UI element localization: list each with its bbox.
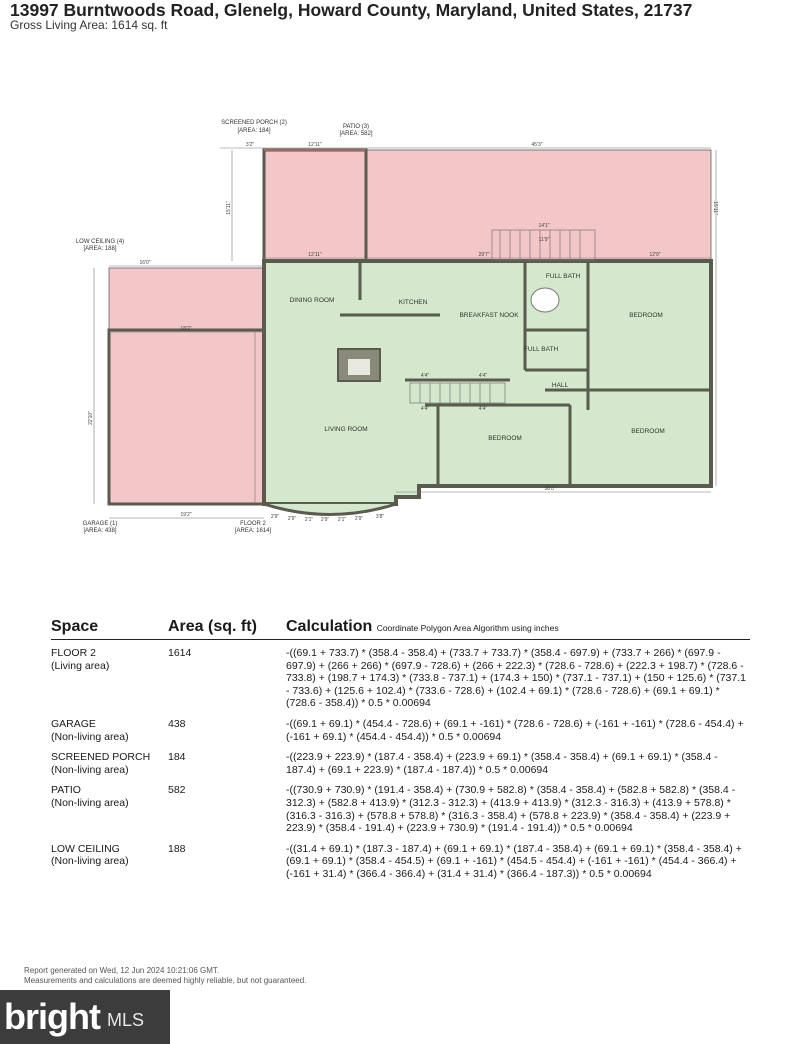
row-space <box>51 751 168 776</box>
dim-house-bottom: 38'0" <box>544 486 556 492</box>
low-ceiling-label: LOW CEILING (4) <box>75 239 125 245</box>
space-name: FLOOR 2 <box>51 647 96 659</box>
header-area: Area (sq. ft) <box>168 618 257 635</box>
bright-mls-logo <box>0 990 170 1044</box>
table-header <box>51 614 750 640</box>
dim-bay-4: 2'9" <box>320 517 330 523</box>
table-row <box>51 784 750 834</box>
logo-brand: bright <box>4 996 100 1037</box>
row-area: 1614 <box>168 647 192 659</box>
dim-porch-top: 3'2" <box>245 142 255 148</box>
header-calc-subtitle: Coordinate Polygon Area Algorithm using inches <box>376 623 559 633</box>
space-type: (Non-living area) <box>51 796 129 809</box>
floor2-area-label: [AREA: 1614] <box>234 528 272 534</box>
room-bedroom-1: BEDROOM <box>629 312 663 319</box>
room-bedroom-3: BEDROOM <box>631 428 665 435</box>
row-space <box>51 647 168 710</box>
space-name: SCREENED PORCH <box>51 751 151 764</box>
space-name: PATIO <box>51 784 81 797</box>
dim-bay-3: 2'1" <box>304 517 314 523</box>
dim-stair-w2: 4'4" <box>478 373 488 379</box>
floor-plan <box>0 100 800 560</box>
low-ceiling-area-label: [AREA: 188] <box>83 246 117 252</box>
row-calculation: -((69.1 + 733.7) * (358.4 - 358.4) + (733.7 + 733.7) * (358.4 - 697.9) + (733.7 + 266) * (697.9 - 697.9) + (266 + 266) * (697.9 - 728.6) + (266 + 222.3) * (728.6 - 728.6) + (222.3 + 198.7) * (728.6 - 733.8) + (198.7 + 174.3) * (733.8 - 737.1) + (174.3 + 150) * (737.1 - 737.1) + (150 + 125.6) * (737.1 - 733.6) + (125.6 + 102.4) * (733.6 - 728.6) + (102.4 + 69.1) * (728.6 - 728.6) + (69.1 + 69.1) * (728.6 - 358.4)) * 0.5 * 0.00694 <box>286 647 746 710</box>
space-type: (Non-living area) <box>51 763 129 776</box>
dim-stair-w1: 4'4" <box>420 373 430 379</box>
room-dining-room: DINING ROOM <box>289 297 335 304</box>
patio-label: PATIO (3) <box>342 124 370 130</box>
room-kitchen: KITCHEN <box>398 299 428 306</box>
row-area: 438 <box>168 717 186 730</box>
header-calc-title: Calculation <box>286 618 373 635</box>
row-calculation: -((69.1 + 69.1) * (454.4 - 728.6) + (69.1 + -161) * (728.6 - 728.6) + (-161 + -161) * (728.6 - 454.4) + (-161 + 69.1) * (454.4 - 454.4)) * 0.5 * 0.00694 <box>286 717 744 743</box>
dim-stair-top: 14'1" <box>538 223 550 229</box>
garage-area-label: [AREA: 438] <box>83 528 117 534</box>
screened-porch-area <box>264 150 366 261</box>
table-row <box>51 843 750 881</box>
low-ceiling-area <box>109 268 265 330</box>
room-full-bath-1: FULL BATH <box>545 273 581 280</box>
dim-bay-6: 2'9" <box>354 516 364 522</box>
space-type: (Non-living area) <box>51 730 129 743</box>
row-calculation: -((223.9 + 223.9) * (187.4 - 358.4) + (223.9 + 69.1) * (358.4 - 358.4) + (69.1 + 69.1) * (358.4 - 187.4) + (69.1 + 223.9) * (187.4 - 187.4)) * 0.5 * 0.00694 <box>286 751 718 776</box>
screened-porch-area-label: [AREA: 184] <box>237 128 271 134</box>
area-table <box>51 614 750 881</box>
table-row <box>51 751 750 776</box>
logo-suffix: MLS <box>106 1009 144 1030</box>
dim-patio-depth: 15'11" <box>712 201 718 215</box>
dim-garage-depth: 22'10" <box>88 411 94 425</box>
space-type: (Non-living area) <box>51 855 129 868</box>
patio-area-label: [AREA: 582] <box>339 131 373 137</box>
dim-porch-depth: 15'11" <box>226 201 232 215</box>
dim-garage-bottom: 19'2" <box>180 512 192 518</box>
dim-house-top-right: 12'9" <box>649 252 661 258</box>
dim-bay-5: 2'1" <box>337 517 347 523</box>
row-space <box>51 718 168 743</box>
page-title: 13997 Burntwoods Road, Glenelg, Howard County, Maryland, United States, 21737 <box>10 0 693 20</box>
space-name: GARAGE <box>51 717 96 730</box>
space-type: (Living area) <box>51 659 110 672</box>
gross-living-area: Gross Living Area: 1614 sq. ft <box>10 18 168 32</box>
patio-area <box>366 150 711 261</box>
row-area: 184 <box>168 751 186 764</box>
room-living-room: LIVING ROOM <box>324 426 368 433</box>
garage-area <box>109 330 265 504</box>
header-space: Space <box>51 618 99 635</box>
dim-stair-w3: 4'4" <box>420 406 430 412</box>
dim-bay-1: 2'9" <box>270 514 280 520</box>
row-calculation: -((730.9 + 730.9) * (191.4 - 358.4) + (730.9 + 582.8) * (358.4 - 358.4) + (582.8 + 582.8) * (358.4 - 312.3) + (582.8 + 413.9) * (312.3 - 312.3) + (413.9 + 413.9) * (312.3 - 316.3) + (413.9 + 578.8) * (316.3 - 316.3) + (578.8 + 578.8) * (316.3 - 358.4) + (578.8 + 223.9) * (358.4 - 358.4) + (223.9 + 223.9) * (358.4 - 191.4) + (223.9 + 730.9) * (191.4 - 191.4)) * 0.5 * 0.00694 <box>286 784 736 835</box>
dim-bay-7: 3'8" <box>375 514 385 520</box>
room-bedroom-2: BEDROOM <box>488 435 522 442</box>
row-space <box>51 843 168 881</box>
dim-porch-width: 12'11" <box>308 142 322 148</box>
row-space <box>51 784 168 834</box>
dim-garage-top: 18'2" <box>180 326 192 332</box>
row-calculation: -((31.4 + 69.1) * (187.3 - 187.4) + (69.1 + 69.1) * (187.4 - 358.4) + (69.1 + 69.1) * (358.4 - 358.4) + (69.1 + 69.1) * (358.4 - 454.5) + (69.1 + -161) * (454.5 - 454.4) + (-161 + -161) * (454.4 - 366.4) + (-161 + 31.4) * (366.4 - 366.4) + (31.4 + 31.4) * (366.4 - 187.3)) * 0.5 * 0.00694 <box>286 842 742 880</box>
table-row <box>51 647 750 710</box>
header-calculation <box>286 618 750 636</box>
room-breakfast-nook: BREAKFAST NOOK <box>459 312 519 319</box>
garage-label: GARAGE (1) <box>82 521 118 527</box>
floor2-label: FLOOR 2 <box>240 521 266 527</box>
dim-stair-inner: 11'9" <box>538 237 550 243</box>
room-full-bath-2: FULL BATH <box>523 346 559 353</box>
report-disclaimer: Measurements and calculations are deemed highly reliable, but not guaranteed. <box>24 976 307 985</box>
space-name: LOW CEILING <box>51 842 120 855</box>
row-area: 188 <box>168 842 186 855</box>
dim-house-top-left: 12'11" <box>308 252 322 258</box>
dim-stair-w4: 4'4" <box>478 406 488 412</box>
dim-bay-2: 2'9" <box>287 516 297 522</box>
report-generated: Report generated on Wed, 12 Jun 2024 10:21:06 GMT. <box>24 966 220 975</box>
report-footer <box>24 966 306 986</box>
table-row <box>51 718 750 743</box>
row-area: 582 <box>168 784 186 797</box>
dim-low-ceiling-width: 16'0" <box>139 260 151 266</box>
dim-house-top-mid: 29'7" <box>478 252 490 258</box>
screened-porch-label: SCREENED PORCH (2) <box>221 120 287 126</box>
room-hall: HALL <box>551 382 569 389</box>
dim-patio-width: 45'3" <box>531 142 543 148</box>
